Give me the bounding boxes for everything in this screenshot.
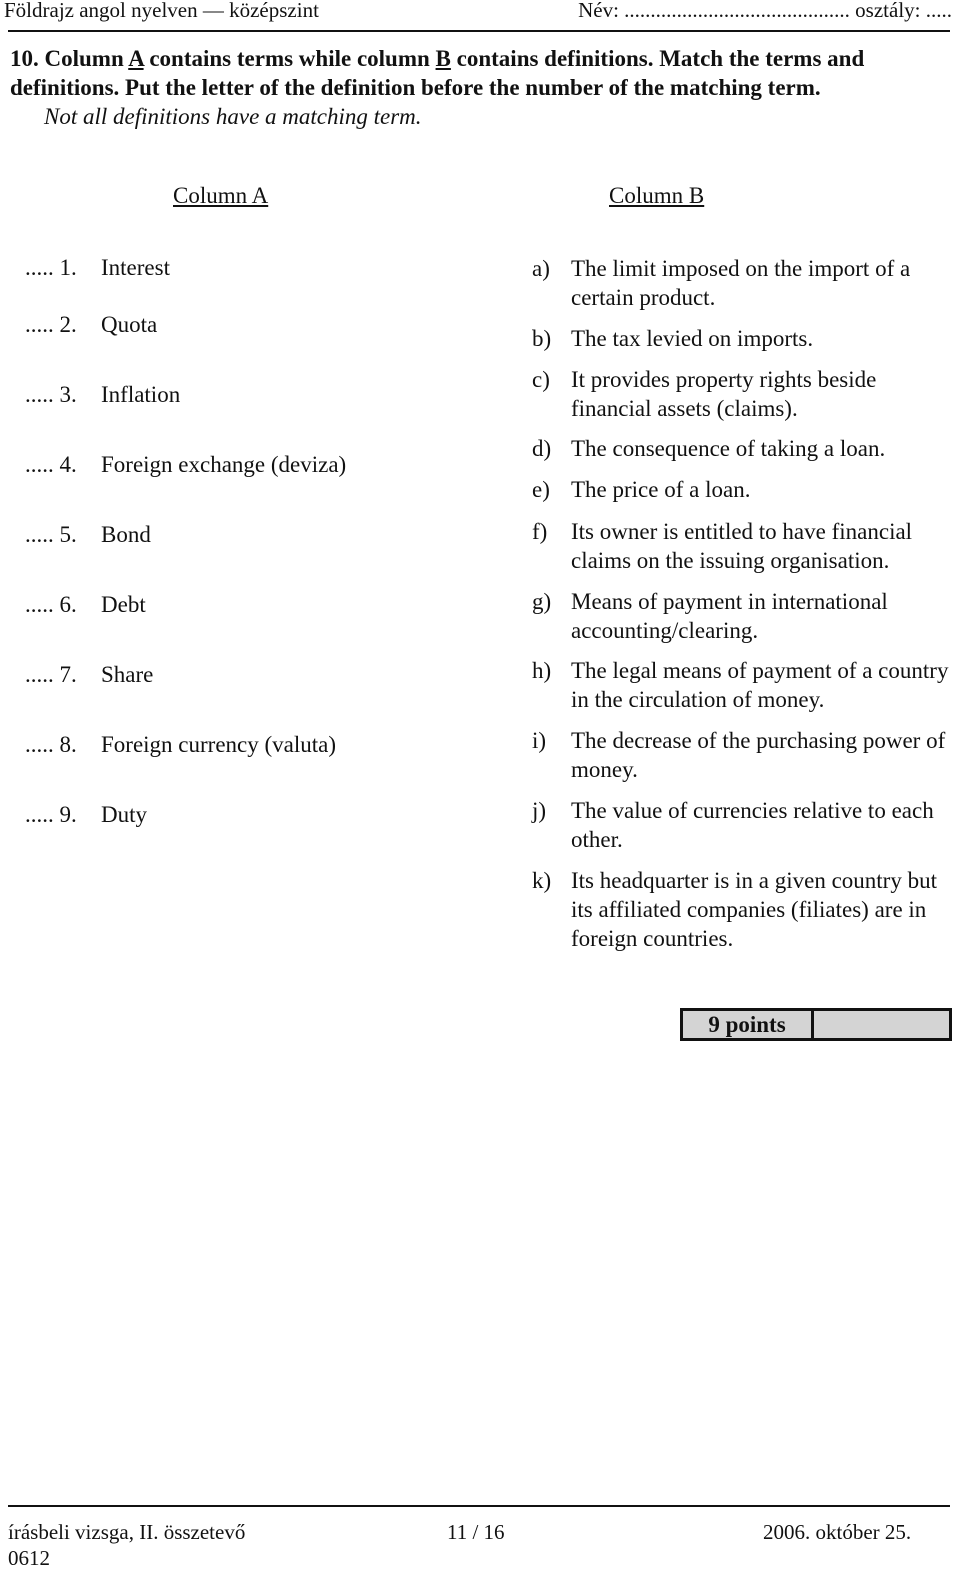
term-label: Foreign currency (valuta): [101, 732, 337, 757]
definition-text: Its owner is entitled to have financial claims on the issuing organisation.: [571, 519, 913, 573]
definition-letter: h): [532, 658, 552, 683]
definition-text: The legal means of payment of a country in the circulation of money.: [571, 658, 949, 712]
task-text-1: Column: [44, 46, 129, 71]
term-answer-blank[interactable]: ..... 8.: [25, 732, 77, 757]
points-label: 9 points: [683, 1011, 814, 1038]
term-answer-blank[interactable]: ..... 6.: [25, 592, 77, 617]
definition-letter: f): [532, 519, 548, 544]
term-answer-blank[interactable]: ..... 2.: [25, 312, 77, 337]
definition-letter: j): [532, 798, 547, 823]
column-b-heading: Column B: [609, 183, 705, 208]
footer-exam-part: írásbeli vizsga, II. összetevő: [8, 1520, 246, 1544]
term-answer-blank[interactable]: ..... 3.: [25, 382, 77, 407]
definition-text: Its headquarter is in a given country but its affiliated companies (filiates) are in foreign countries.: [571, 868, 937, 951]
definition-text: The limit imposed on the import of a certain product.: [571, 256, 911, 310]
definition-letter: d): [532, 436, 552, 461]
definition-item: [532, 796, 957, 854]
definition-text: Means of payment in international accounting/clearing.: [571, 589, 888, 643]
definition-item: [532, 254, 957, 312]
term-row: [0, 254, 520, 284]
definition-letter: g): [532, 589, 552, 614]
definition-item: [532, 656, 957, 714]
definition-letter: a): [532, 256, 550, 281]
definition-text: The tax levied on imports.: [571, 326, 814, 351]
definition-item: [532, 587, 957, 645]
term-answer-blank[interactable]: ..... 7.: [25, 662, 77, 687]
definition-item: [532, 365, 957, 423]
definition-letter: k): [532, 868, 552, 893]
header-subject: Földrajz angol nyelven — középszint: [4, 0, 319, 22]
term-row: [0, 381, 520, 411]
term-answer-blank[interactable]: ..... 9.: [25, 802, 77, 827]
footer-date: 2006. október 25.: [763, 1520, 912, 1544]
definition-text: The decrease of the purchasing power of money.: [571, 728, 946, 782]
term-label: Inflation: [101, 382, 181, 407]
footer-code: 0612: [8, 1546, 50, 1570]
term-row: [0, 801, 520, 831]
definition-text: The price of a loan.: [571, 477, 751, 502]
task-note: Not all definitions have a matching term.: [44, 104, 422, 129]
term-row: [0, 521, 520, 551]
definition-text: The value of currencies relative to each other.: [571, 798, 934, 852]
definition-item: [532, 866, 957, 953]
term-answer-blank[interactable]: ..... 4.: [25, 452, 77, 477]
definition-letter: b): [532, 326, 552, 351]
task-instructions: [10, 44, 955, 131]
term-label: Interest: [101, 255, 170, 280]
term-row: [0, 451, 520, 481]
task-number: 10.: [10, 46, 39, 71]
definition-letter: e): [532, 477, 550, 502]
definition-text: It provides property rights beside financial assets (claims).: [571, 367, 877, 421]
term-answer-blank[interactable]: ..... 1.: [25, 255, 77, 280]
points-box: [680, 1008, 952, 1041]
header-divider: [8, 30, 950, 32]
term-label: Share: [101, 662, 154, 687]
term-row: [0, 661, 520, 691]
definition-text: The consequence of taking a loan.: [571, 436, 886, 461]
footer-page-number: 11 / 16: [447, 1520, 505, 1544]
column-a-heading: Column A: [173, 183, 269, 208]
term-label: Debt: [101, 592, 146, 617]
task-text-3: contains definitions. Match the terms and definitions. Put the letter of the definition before the number of the matching term.: [10, 46, 865, 100]
points-score-field[interactable]: [814, 1011, 949, 1038]
definition-letter: i): [532, 728, 547, 753]
definition-item: [532, 475, 957, 504]
definition-item: [532, 434, 957, 463]
term-answer-blank[interactable]: ..... 5.: [25, 522, 77, 547]
term-label: Foreign exchange (deviza): [101, 452, 347, 477]
definition-letter: c): [532, 367, 550, 392]
definition-item: [532, 726, 957, 784]
term-row: [0, 311, 520, 341]
definition-item: [532, 517, 957, 575]
task-text-2: contains terms while column: [143, 46, 436, 71]
footer-divider: [8, 1505, 950, 1507]
task-column-a-letter: A: [128, 46, 144, 71]
definition-item: [532, 324, 957, 353]
term-label: Quota: [101, 312, 158, 337]
term-label: Duty: [101, 802, 147, 827]
term-row: [0, 731, 520, 761]
header-name-class-field: Név: ........................................... osztály: .....: [578, 0, 952, 22]
term-row: [0, 591, 520, 621]
term-label: Bond: [101, 522, 151, 547]
task-column-b-letter: B: [435, 46, 451, 71]
